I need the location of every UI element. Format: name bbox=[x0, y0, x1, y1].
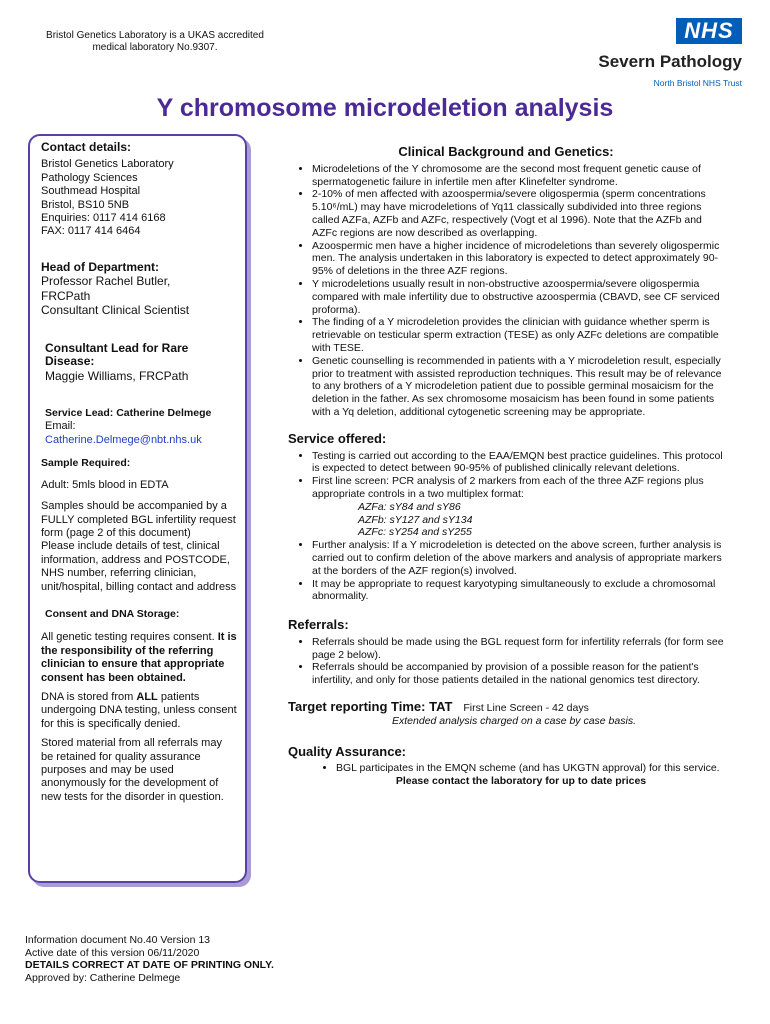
contact-line: Bristol Genetics Laboratory bbox=[41, 158, 174, 171]
footer-printing: DETAILS CORRECT AT DATE OF PRINTING ONLY. bbox=[25, 959, 274, 971]
trust-name: North Bristol NHS Trust bbox=[653, 78, 742, 88]
contact-line: Southmead Hospital bbox=[41, 185, 141, 198]
list-item: • Genetic counselling is recommended in patients with a Y microdeletion result, especially prior to treatment with assisted reproduction techniques. This result may be of relevance to any brothers of a Y microdeletion patient due to possible germinal mosaicism for the deletion in the father. As sex chromosome mosaicism has been found in some patients with a Yq deletion, additional cytogenetic screening may be appropriate. bbox=[312, 355, 724, 419]
sample-heading: Sample Required: bbox=[41, 457, 131, 470]
hod-line: FRCPath bbox=[41, 288, 91, 303]
dna-text-post: patients undergoing DNA testing, unless consent for this is specifically denied. bbox=[41, 690, 237, 730]
list-item: • Testing is carried out according to the EAA/EMQN best practice guidelines. This protocol is expected to detect between 90-95% of published clinically relevant deletions. bbox=[312, 450, 724, 476]
list-item: • BGL participates in the EMQN scheme (and has UKGTN approval) for this service. bbox=[336, 762, 724, 775]
list-item: • Azoospermic men have a higher incidence of microdeletions than severely oligospermic men. The analysis undertaken in this laboratory is expected to detect approximately 90-95% of deletions in the three AZF regions. bbox=[312, 240, 724, 278]
referrals-list bbox=[288, 636, 724, 687]
sample-text: Adult: 5mls blood in EDTA bbox=[41, 478, 169, 491]
tat-value: First Line Screen - 42 days bbox=[463, 702, 589, 715]
dna-paragraph bbox=[41, 691, 237, 731]
list-item: • It may be appropriate to request karyotyping simultaneously to exclude a chromosomal abnormality. bbox=[312, 578, 724, 604]
consent-text: All genetic testing requires consent. bbox=[41, 631, 215, 644]
tat-sub: Extended analysis charged on a case by case basis. bbox=[392, 714, 636, 727]
dna-all: ALL bbox=[136, 690, 158, 703]
marker-item: AZFa: sY84 and sY86 bbox=[358, 500, 461, 513]
contact-heading: Contact details: bbox=[41, 140, 132, 154]
contact-block bbox=[41, 158, 237, 238]
service-list bbox=[288, 450, 724, 501]
accreditation-line-1: Bristol Genetics Laboratory is a UKAS accredited bbox=[46, 30, 264, 41]
list-item: • Further analysis: If a Y microdeletion is detected on the above screen, further analysis is carried out to confirm deletion of the above markers and analysis of appropriate markers at the borders of the AZF region(s) involved. bbox=[312, 539, 724, 577]
samples-note: Samples should be accompanied by a FULLY completed BGL infertility request form (page 2 of this document) bbox=[41, 500, 236, 539]
clinical-list bbox=[288, 163, 724, 419]
clinical-heading: Clinical Background and Genetics: bbox=[398, 144, 614, 159]
service-lead: Service Lead: Catherine Delmege bbox=[45, 407, 212, 420]
consent-paragraph bbox=[41, 631, 237, 685]
stored-text: Stored material from all referrals may be retained for quality assurance purposes and may be used anonymously for the development of new tests for the disorder in question. bbox=[41, 737, 224, 803]
accreditation-note bbox=[30, 30, 280, 54]
list-item: • 2-10% of men affected with azoospermia/severe oligospermia (sperm concentrations 5.10⁶/mL) may have microdeletions of Yq11 classically subdivided into three regions called AZFa, AZFb and AZFc, respectively (Vogt et al 1996). Note that the AZFb and AZFc regions are now described as overlapping. bbox=[312, 188, 724, 239]
footer-approved: Approved by: Catherine Delmege bbox=[25, 971, 181, 984]
footer-active: Active date of this version 06/11/2020 bbox=[25, 946, 200, 959]
rare-disease-heading: Consultant Lead for Rare Disease: bbox=[45, 340, 189, 369]
list-item: • First line screen: PCR analysis of 2 markers from each of the three AZF regions plus appropriate controls in a two multiplex format: bbox=[312, 475, 724, 501]
hod-line: Professor Rachel Butler, bbox=[41, 274, 171, 289]
consent-heading: Consent and DNA Storage: bbox=[45, 607, 180, 620]
footer bbox=[25, 934, 274, 984]
qa-heading: Quality Assurance: bbox=[288, 743, 407, 759]
sidebar-panel bbox=[28, 134, 247, 883]
service-list-2 bbox=[288, 539, 724, 603]
qa-contact: Please contact the laboratory for up to date prices bbox=[395, 775, 647, 788]
nhs-logo: NHS bbox=[676, 18, 742, 44]
list-item: • Referrals should be accompanied by provision of a possible reason for the patient's infertility, and only for those patients detailed in the national genomics test directory. bbox=[312, 661, 724, 687]
marker-item: AZFc: sY254 and sY255 bbox=[358, 526, 472, 539]
list-item: • The finding of a Y microdeletion provides the clinician with guidance whether sperm is retrievable on testicular sperm extraction (TESE) as only AZFc deletions are compatible with TESE. bbox=[312, 316, 724, 354]
contact-line: Pathology Sciences bbox=[41, 171, 138, 184]
include-note: Please include details of test, clinical information, address and POSTCODE, NHS number, referring clinician, unit/hospital, billing contact and address bbox=[41, 540, 237, 593]
contact-line: Enquiries: 0117 414 6168 bbox=[41, 212, 166, 225]
service-heading: Service offered: bbox=[288, 430, 387, 446]
page-title: Y chromosome microdeletion analysis bbox=[156, 94, 614, 122]
accreditation-line-2: medical laboratory No.9307. bbox=[92, 42, 218, 53]
list-item: • Y microdeletions usually result in non-obstructive azoospermia/severe oligospermia compared with male infertility due to obstructive azoospermia (CBAVD, see CF serviced proforma). bbox=[312, 278, 724, 316]
contact-line: FAX: 0117 414 6464 bbox=[41, 225, 141, 238]
consent-bold: It is the responsibility of the referring clinician to ensure that appropriate consent has been obtained. bbox=[41, 631, 237, 684]
footer-doc: Information document No.40 Version 13 bbox=[25, 934, 211, 946]
referrals-heading: Referrals: bbox=[288, 617, 349, 633]
hod-heading: Head of Department: bbox=[41, 259, 160, 274]
email-label: Email: bbox=[45, 420, 76, 433]
tat-heading: Target reporting Time: TAT bbox=[288, 699, 453, 715]
marker-list bbox=[288, 501, 724, 539]
email-link[interactable]: Catherine.Delmege@nbt.nhs.uk bbox=[45, 433, 202, 446]
main-content bbox=[288, 146, 724, 788]
hod-line: Consultant Clinical Scientist bbox=[41, 303, 190, 318]
dna-text-pre: DNA is stored from bbox=[41, 690, 134, 703]
list-item: • Microdeletions of the Y chromosome are the second most frequent genetic cause of spermatogenetic failure in infertile men after Klinefelter syndrome. bbox=[312, 163, 724, 189]
org-name: Severn Pathology bbox=[598, 52, 742, 71]
list-item: • Referrals should be made using the BGL request form for infertility referrals (for form see page 2 below). bbox=[312, 636, 724, 662]
marker-item: AZFb: sY127 and sY134 bbox=[358, 513, 473, 526]
contact-line: Bristol, BS10 5NB bbox=[41, 198, 130, 211]
qa-list bbox=[288, 762, 724, 775]
rare-disease-lead: Maggie Williams, FRCPath bbox=[45, 368, 189, 383]
tat-row bbox=[288, 701, 724, 715]
